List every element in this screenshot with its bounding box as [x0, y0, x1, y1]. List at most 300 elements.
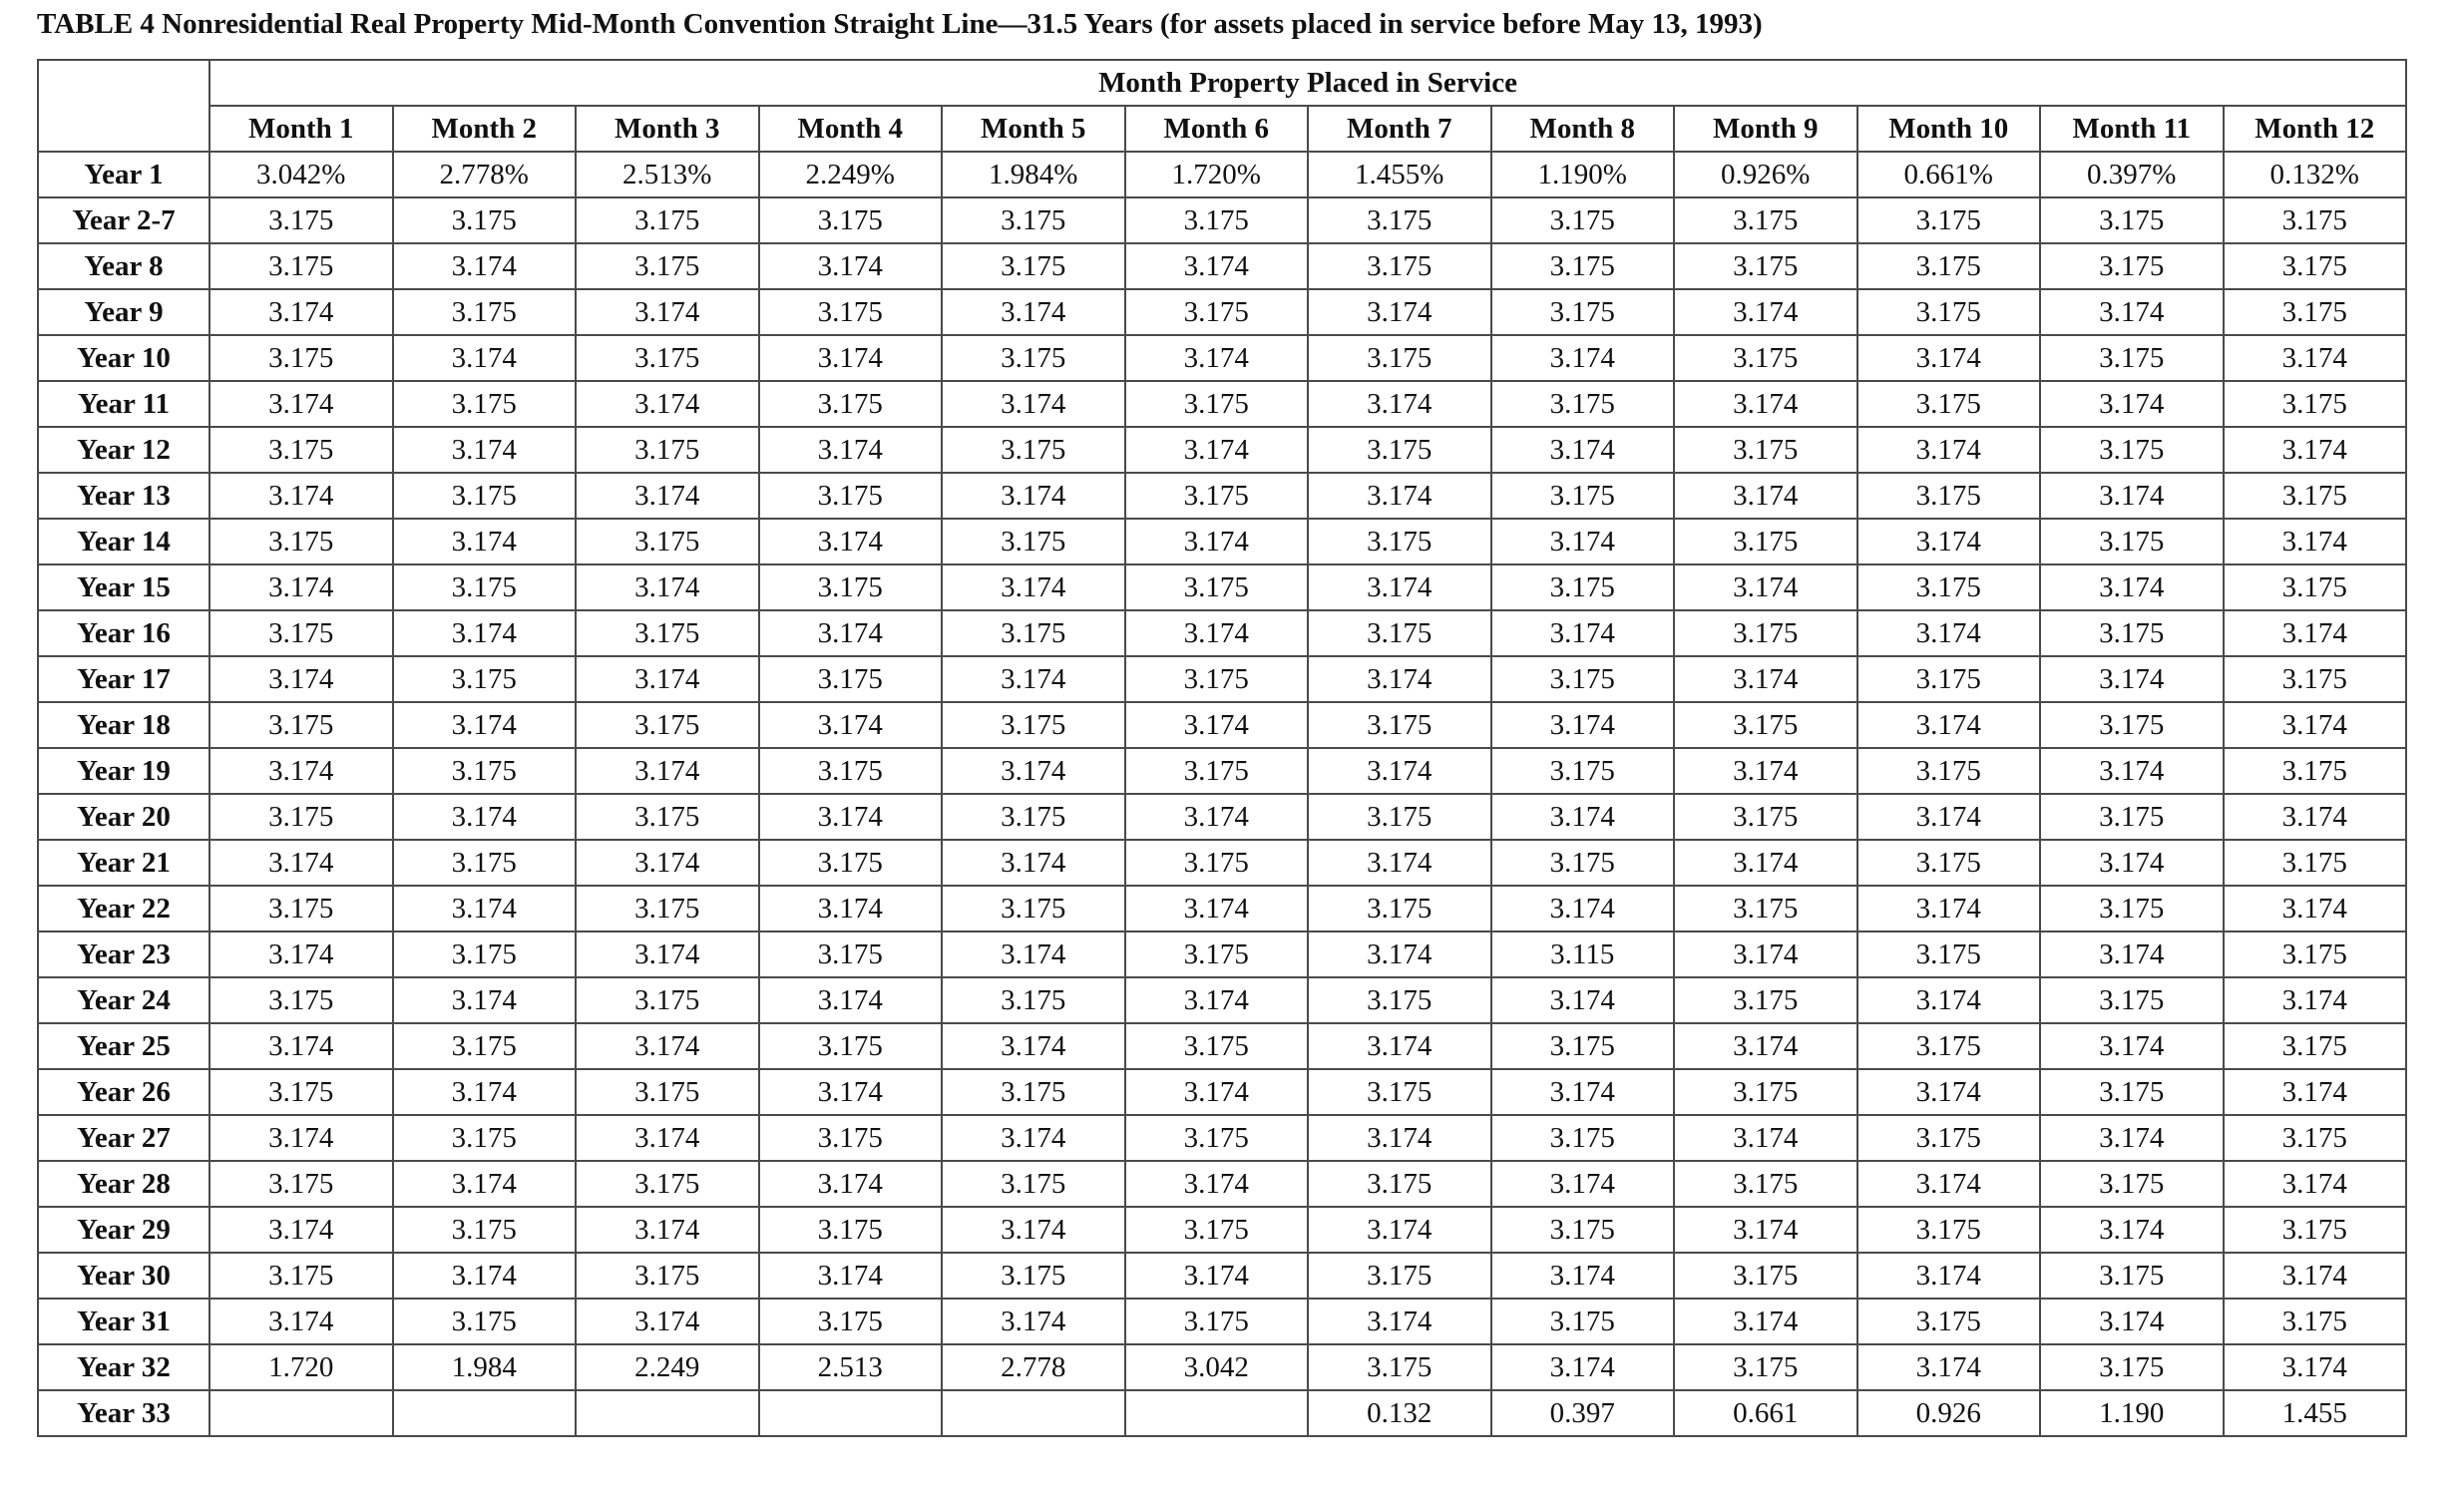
table-cell: 3.174: [2224, 1253, 2407, 1299]
table-row: [38, 702, 2406, 748]
column-header: Month 4: [759, 106, 943, 152]
table-cell: 3.174: [2040, 656, 2224, 702]
table-cell: 3.174: [942, 1023, 1125, 1069]
table-row: [38, 794, 2406, 840]
table-cell: 3.175: [1857, 381, 2041, 427]
table-cell: 3.175: [1308, 702, 1491, 748]
table-cell: 1.720: [209, 1344, 393, 1390]
table-cell: 3.175: [759, 289, 943, 335]
table-cell: 3.175: [393, 289, 577, 335]
table-cell: 3.175: [759, 748, 943, 794]
table-cell: 3.174: [1125, 794, 1309, 840]
table-cell: 3.175: [942, 610, 1125, 656]
table-cell: 3.175: [1125, 564, 1309, 610]
table-cell: 3.174: [1491, 1253, 1675, 1299]
table-cell: 3.175: [2224, 197, 2407, 243]
table-cell: 3.174: [2040, 748, 2224, 794]
table-cell: [1125, 1390, 1309, 1436]
table-cell: 3.175: [759, 656, 943, 702]
table-cell: 3.175: [2224, 1299, 2407, 1344]
table-cell: 3.175: [759, 473, 943, 519]
table-cell: 3.175: [393, 748, 577, 794]
table-cell: 3.174: [2224, 702, 2407, 748]
table-cell: 3.174: [1857, 1069, 2041, 1115]
table-cell: 2.778%: [393, 152, 577, 197]
table-cell: 3.174: [1857, 1344, 2041, 1390]
table-cell: 3.175: [209, 886, 393, 931]
table-cell: 3.175: [1674, 702, 1857, 748]
table-cell: 3.175: [1491, 656, 1675, 702]
table-cell: 3.175: [1674, 1253, 1857, 1299]
table-cell: 3.175: [1125, 289, 1309, 335]
row-label: Year 16: [38, 610, 209, 656]
table-cell: 3.174: [2040, 381, 2224, 427]
table-cell: 3.175: [759, 840, 943, 886]
table-cell: 3.174: [2040, 1207, 2224, 1253]
table-cell: 3.175: [576, 977, 759, 1023]
table-cell: 3.175: [1674, 197, 1857, 243]
table-cell: 3.175: [1857, 289, 2041, 335]
table-cell: 1.984%: [942, 152, 1125, 197]
table-cell: 3.174: [2224, 519, 2407, 564]
table-row: [38, 335, 2406, 381]
table-cell: 3.174: [209, 289, 393, 335]
table-cell: 3.175: [209, 1253, 393, 1299]
column-header: Month 3: [576, 106, 759, 152]
row-label: Year 14: [38, 519, 209, 564]
table-cell: 3.174: [1308, 656, 1491, 702]
table-cell: 3.174: [393, 1161, 577, 1207]
column-header: Month 12: [2224, 106, 2407, 152]
column-header: Month 5: [942, 106, 1125, 152]
table-cell: 3.175: [2224, 243, 2407, 289]
table-cell: 3.174: [1674, 1207, 1857, 1253]
table-row: [38, 427, 2406, 473]
table-cell: 1.720%: [1125, 152, 1309, 197]
table-cell: 3.174: [1857, 427, 2041, 473]
table-cell: 3.174: [2040, 1023, 2224, 1069]
table-cell: 3.174: [1674, 931, 1857, 977]
table-cell: 3.174: [1491, 794, 1675, 840]
table-cell: 3.175: [1857, 748, 2041, 794]
table-cell: 3.175: [576, 1253, 759, 1299]
table-cell: 3.174: [393, 794, 577, 840]
table-cell: 3.175: [393, 1299, 577, 1344]
table-cell: 3.174: [1857, 702, 2041, 748]
table-cell: 3.175: [2224, 473, 2407, 519]
table-cell: 3.175: [1674, 1344, 1857, 1390]
table-cell: 3.175: [1491, 748, 1675, 794]
table-cell: 3.174: [2224, 1069, 2407, 1115]
table-cell: 3.175: [393, 1207, 577, 1253]
table-cell: 3.174: [1857, 519, 2041, 564]
table-cell: 3.042%: [209, 152, 393, 197]
table-cell: 3.175: [1491, 1207, 1675, 1253]
table-cell: 3.175: [576, 197, 759, 243]
table-cell: [576, 1390, 759, 1436]
table-cell: 3.175: [942, 1069, 1125, 1115]
table-cell: 3.174: [576, 564, 759, 610]
table-row: [38, 840, 2406, 886]
table-cell: 3.175: [2040, 1253, 2224, 1299]
table-cell: 3.175: [2040, 977, 2224, 1023]
table-cell: 3.175: [1308, 1161, 1491, 1207]
table-cell: 3.175: [1674, 1069, 1857, 1115]
table-cell: 3.174: [1491, 335, 1675, 381]
table-cell: 3.174: [576, 289, 759, 335]
row-label: Year 18: [38, 702, 209, 748]
table-cell: 3.175: [1308, 243, 1491, 289]
table-cell: 3.174: [209, 564, 393, 610]
table-cell: 3.175: [576, 1069, 759, 1115]
table-cell: 3.175: [209, 977, 393, 1023]
table-cell: 3.174: [2224, 977, 2407, 1023]
table-cell: 3.175: [1857, 243, 2041, 289]
table-cell: 2.249: [576, 1344, 759, 1390]
table-cell: 3.174: [2224, 1344, 2407, 1390]
table-cell: 0.926: [1857, 1390, 2041, 1436]
table-cell: 3.175: [209, 1161, 393, 1207]
table-row: [38, 656, 2406, 702]
table-cell: 3.174: [759, 427, 943, 473]
table-cell: 3.175: [1125, 473, 1309, 519]
table-cell: 3.175: [2224, 289, 2407, 335]
table-cell: 3.174: [1308, 931, 1491, 977]
table-cell: 3.175: [576, 335, 759, 381]
table-cell: 3.175: [1674, 243, 1857, 289]
table-cell: 3.175: [1491, 197, 1675, 243]
table-cell: 3.174: [209, 656, 393, 702]
table-cell: 3.174: [759, 1069, 943, 1115]
table-cell: 3.175: [393, 473, 577, 519]
table-cell: 1.455%: [1308, 152, 1491, 197]
table-cell: 3.175: [2224, 840, 2407, 886]
month-placed-in-service-header: Month Property Placed in Service: [209, 60, 2406, 106]
table-cell: 3.175: [209, 427, 393, 473]
table-cell: 3.175: [209, 702, 393, 748]
row-label: Year 32: [38, 1344, 209, 1390]
table-cell: 3.175: [1674, 610, 1857, 656]
table-cell: 3.175: [576, 886, 759, 931]
table-cell: 3.175: [1308, 427, 1491, 473]
table-cell: 3.175: [2040, 886, 2224, 931]
row-label: Year 21: [38, 840, 209, 886]
table-cell: 3.174: [942, 473, 1125, 519]
table-cell: 3.175: [2224, 564, 2407, 610]
table-cell: 0.132%: [2224, 152, 2407, 197]
row-label: Year 29: [38, 1207, 209, 1253]
table-cell: 3.174: [1674, 748, 1857, 794]
table-row: [38, 473, 2406, 519]
table-cell: 3.175: [942, 335, 1125, 381]
column-header: Month 10: [1857, 106, 2041, 152]
row-label: Year 30: [38, 1253, 209, 1299]
table-cell: 3.174: [393, 427, 577, 473]
table-cell: 3.175: [1491, 840, 1675, 886]
column-header: Month 6: [1125, 106, 1309, 152]
table-cell: 3.174: [2040, 840, 2224, 886]
table-cell: 3.174: [1125, 1069, 1309, 1115]
table-cell: 3.175: [1857, 840, 2041, 886]
table-cell: 3.175: [1125, 931, 1309, 977]
table-cell: 3.175: [942, 243, 1125, 289]
table-cell: 3.174: [1491, 977, 1675, 1023]
table-cell: 3.175: [1857, 197, 2041, 243]
table-cell: 3.174: [2040, 931, 2224, 977]
table-cell: 3.175: [393, 1115, 577, 1161]
table-body: [38, 152, 2406, 1436]
table-cell: 3.174: [942, 1299, 1125, 1344]
table-row: [38, 1390, 2406, 1436]
table-cell: 3.175: [1125, 1115, 1309, 1161]
table-cell: 3.175: [2040, 519, 2224, 564]
table-cell: 3.175: [576, 610, 759, 656]
table-cell: 3.174: [1674, 473, 1857, 519]
row-label: Year 26: [38, 1069, 209, 1115]
table-cell: 3.174: [576, 840, 759, 886]
table-cell: 3.174: [393, 519, 577, 564]
table-cell: 3.174: [1125, 243, 1309, 289]
table-cell: 3.174: [1491, 1161, 1675, 1207]
row-label: Year 28: [38, 1161, 209, 1207]
table-cell: 0.132: [1308, 1390, 1491, 1436]
table-cell: 3.175: [1857, 473, 2041, 519]
row-label: Year 1: [38, 152, 209, 197]
column-header: Month 8: [1491, 106, 1675, 152]
table-cell: 3.174: [2040, 564, 2224, 610]
table-cell: 3.175: [2224, 748, 2407, 794]
row-label: Year 23: [38, 931, 209, 977]
table-cell: 3.175: [1491, 381, 1675, 427]
table-cell: 3.174: [1857, 610, 2041, 656]
table-cell: 3.175: [2040, 702, 2224, 748]
table-cell: 3.175: [1125, 656, 1309, 702]
row-label: Year 2-7: [38, 197, 209, 243]
table-row: [38, 197, 2406, 243]
table-cell: 3.174: [759, 1161, 943, 1207]
table-cell: 3.174: [1125, 702, 1309, 748]
table-cell: 3.174: [576, 381, 759, 427]
table-cell: 3.174: [1125, 977, 1309, 1023]
table-cell: 3.174: [1857, 1253, 2041, 1299]
table-cell: 3.174: [393, 610, 577, 656]
table-cell: 3.175: [942, 794, 1125, 840]
table-cell: 3.175: [759, 1023, 943, 1069]
table-cell: 3.174: [393, 886, 577, 931]
table-cell: 3.175: [1674, 1161, 1857, 1207]
table-cell: 3.174: [1857, 977, 2041, 1023]
table-cell: 3.115: [1491, 931, 1675, 977]
table-cell: 3.175: [1125, 197, 1309, 243]
table-cell: 3.174: [2040, 289, 2224, 335]
table-cell: 3.175: [1674, 335, 1857, 381]
table-cell: 0.397: [1491, 1390, 1675, 1436]
table-cell: 3.175: [1125, 1207, 1309, 1253]
table-cell: 3.174: [1125, 1161, 1309, 1207]
table-cell: 3.175: [1857, 1207, 2041, 1253]
table-cell: 3.174: [1125, 886, 1309, 931]
table-cell: 1.455: [2224, 1390, 2407, 1436]
table-cell: 3.175: [942, 197, 1125, 243]
table-row: [38, 1253, 2406, 1299]
table-cell: 3.175: [2040, 335, 2224, 381]
table-cell: 3.174: [1857, 794, 2041, 840]
table-cell: 3.174: [1308, 564, 1491, 610]
row-label: Year 17: [38, 656, 209, 702]
table-cell: 3.174: [1674, 840, 1857, 886]
table-cell: 3.175: [2040, 794, 2224, 840]
row-label: Year 13: [38, 473, 209, 519]
table-cell: 3.174: [576, 1299, 759, 1344]
table-row: [38, 381, 2406, 427]
row-label: Year 20: [38, 794, 209, 840]
table-cell: 3.174: [393, 977, 577, 1023]
table-row: [38, 1069, 2406, 1115]
row-label: Year 22: [38, 886, 209, 931]
table-cell: 3.175: [209, 794, 393, 840]
table-cell: 3.175: [209, 335, 393, 381]
table-cell: 3.174: [1674, 656, 1857, 702]
table-cell: 3.174: [942, 748, 1125, 794]
table-cell: 3.174: [1125, 427, 1309, 473]
table-cell: 3.175: [393, 564, 577, 610]
header-corner-cell: [38, 106, 209, 152]
table-cell: 3.174: [2224, 1161, 2407, 1207]
table-cell: 2.249%: [759, 152, 943, 197]
table-cell: 3.175: [1857, 1023, 2041, 1069]
table-cell: 3.175: [1308, 1253, 1491, 1299]
table-cell: 3.175: [209, 610, 393, 656]
table-cell: 2.513: [759, 1344, 943, 1390]
table-cell: 3.174: [209, 931, 393, 977]
table-cell: 3.174: [209, 1299, 393, 1344]
table-cell: 3.175: [393, 656, 577, 702]
table-cell: [209, 1390, 393, 1436]
table-cell: 3.175: [1308, 610, 1491, 656]
table-cell: 3.175: [942, 886, 1125, 931]
table-cell: 3.175: [1308, 1069, 1491, 1115]
table-cell: [942, 1390, 1125, 1436]
row-label: Year 24: [38, 977, 209, 1023]
table-cell: 3.174: [1674, 289, 1857, 335]
table-cell: 3.175: [1674, 886, 1857, 931]
table-cell: 3.174: [576, 1115, 759, 1161]
table-cell: 3.175: [209, 1069, 393, 1115]
table-cell: 3.174: [2224, 427, 2407, 473]
table-cell: 3.174: [576, 656, 759, 702]
table-cell: 3.175: [576, 519, 759, 564]
table-cell: 3.175: [1308, 977, 1491, 1023]
table-cell: 3.175: [1308, 197, 1491, 243]
table-cell: 3.174: [2224, 335, 2407, 381]
table-cell: 3.174: [1125, 610, 1309, 656]
table-cell: 3.175: [1125, 381, 1309, 427]
depreciation-table: [37, 59, 2407, 1437]
table-cell: 3.174: [576, 1023, 759, 1069]
table-cell: 3.175: [759, 1207, 943, 1253]
table-row: [38, 1115, 2406, 1161]
table-cell: 3.175: [2224, 1207, 2407, 1253]
table-cell: 3.174: [1674, 1023, 1857, 1069]
table-cell: [759, 1390, 943, 1436]
column-header: Month 9: [1674, 106, 1857, 152]
table-row: [38, 152, 2406, 197]
row-label: Year 25: [38, 1023, 209, 1069]
table-cell: 3.175: [1857, 1115, 2041, 1161]
row-label: Year 8: [38, 243, 209, 289]
table-cell: 3.175: [942, 519, 1125, 564]
table-cell: 3.174: [1857, 335, 2041, 381]
column-header-row: [38, 106, 2406, 152]
table-cell: 3.174: [759, 243, 943, 289]
table-cell: 3.175: [2040, 243, 2224, 289]
table-cell: 3.174: [1308, 1299, 1491, 1344]
table-cell: 3.175: [1857, 931, 2041, 977]
table-cell: 3.174: [1491, 702, 1675, 748]
table-row: [38, 564, 2406, 610]
table-cell: 3.174: [1125, 335, 1309, 381]
table-cell: 3.174: [942, 1115, 1125, 1161]
table-cell: 3.174: [1674, 564, 1857, 610]
table-cell: 3.174: [1491, 1344, 1675, 1390]
table-cell: 3.175: [2224, 1023, 2407, 1069]
table-cell: 3.175: [393, 381, 577, 427]
table-cell: 3.175: [1308, 886, 1491, 931]
table-cell: 3.175: [1308, 335, 1491, 381]
table-cell: 3.174: [1491, 427, 1675, 473]
table-cell: 3.175: [759, 1299, 943, 1344]
table-cell: 3.174: [1125, 519, 1309, 564]
table-cell: 3.175: [576, 243, 759, 289]
table-cell: 3.174: [1674, 1115, 1857, 1161]
table-cell: 3.174: [1491, 1069, 1675, 1115]
table-cell: 3.174: [759, 335, 943, 381]
table-cell: 3.175: [1674, 519, 1857, 564]
table-cell: 3.174: [1674, 381, 1857, 427]
column-header: Month 7: [1308, 106, 1491, 152]
table-cell: 3.174: [759, 886, 943, 931]
table-cell: 3.174: [1308, 473, 1491, 519]
table-cell: 3.175: [576, 1161, 759, 1207]
table-cell: 0.661: [1674, 1390, 1857, 1436]
table-cell: 3.175: [2040, 1344, 2224, 1390]
table-cell: 3.175: [759, 381, 943, 427]
table-cell: 3.174: [759, 702, 943, 748]
table-cell: 3.175: [1491, 564, 1675, 610]
table-cell: 3.175: [759, 197, 943, 243]
table-cell: 3.174: [942, 931, 1125, 977]
table-cell: 3.175: [759, 564, 943, 610]
table-row: [38, 1299, 2406, 1344]
row-label: Year 15: [38, 564, 209, 610]
table-cell: 3.174: [759, 1253, 943, 1299]
table-cell: 3.174: [942, 656, 1125, 702]
table-cell: 3.174: [759, 794, 943, 840]
table-cell: 3.175: [759, 931, 943, 977]
table-cell: 3.174: [1491, 886, 1675, 931]
row-label: Year 31: [38, 1299, 209, 1344]
table-row: [38, 1344, 2406, 1390]
table-cell: 3.175: [2040, 427, 2224, 473]
table-cell: 3.175: [393, 931, 577, 977]
table-row: [38, 519, 2406, 564]
table-cell: 3.175: [393, 1023, 577, 1069]
table-cell: 3.175: [942, 702, 1125, 748]
table-cell: 3.174: [209, 748, 393, 794]
table-cell: 3.174: [2040, 1299, 2224, 1344]
table-cell: 3.175: [2224, 931, 2407, 977]
table-cell: 3.175: [1308, 794, 1491, 840]
